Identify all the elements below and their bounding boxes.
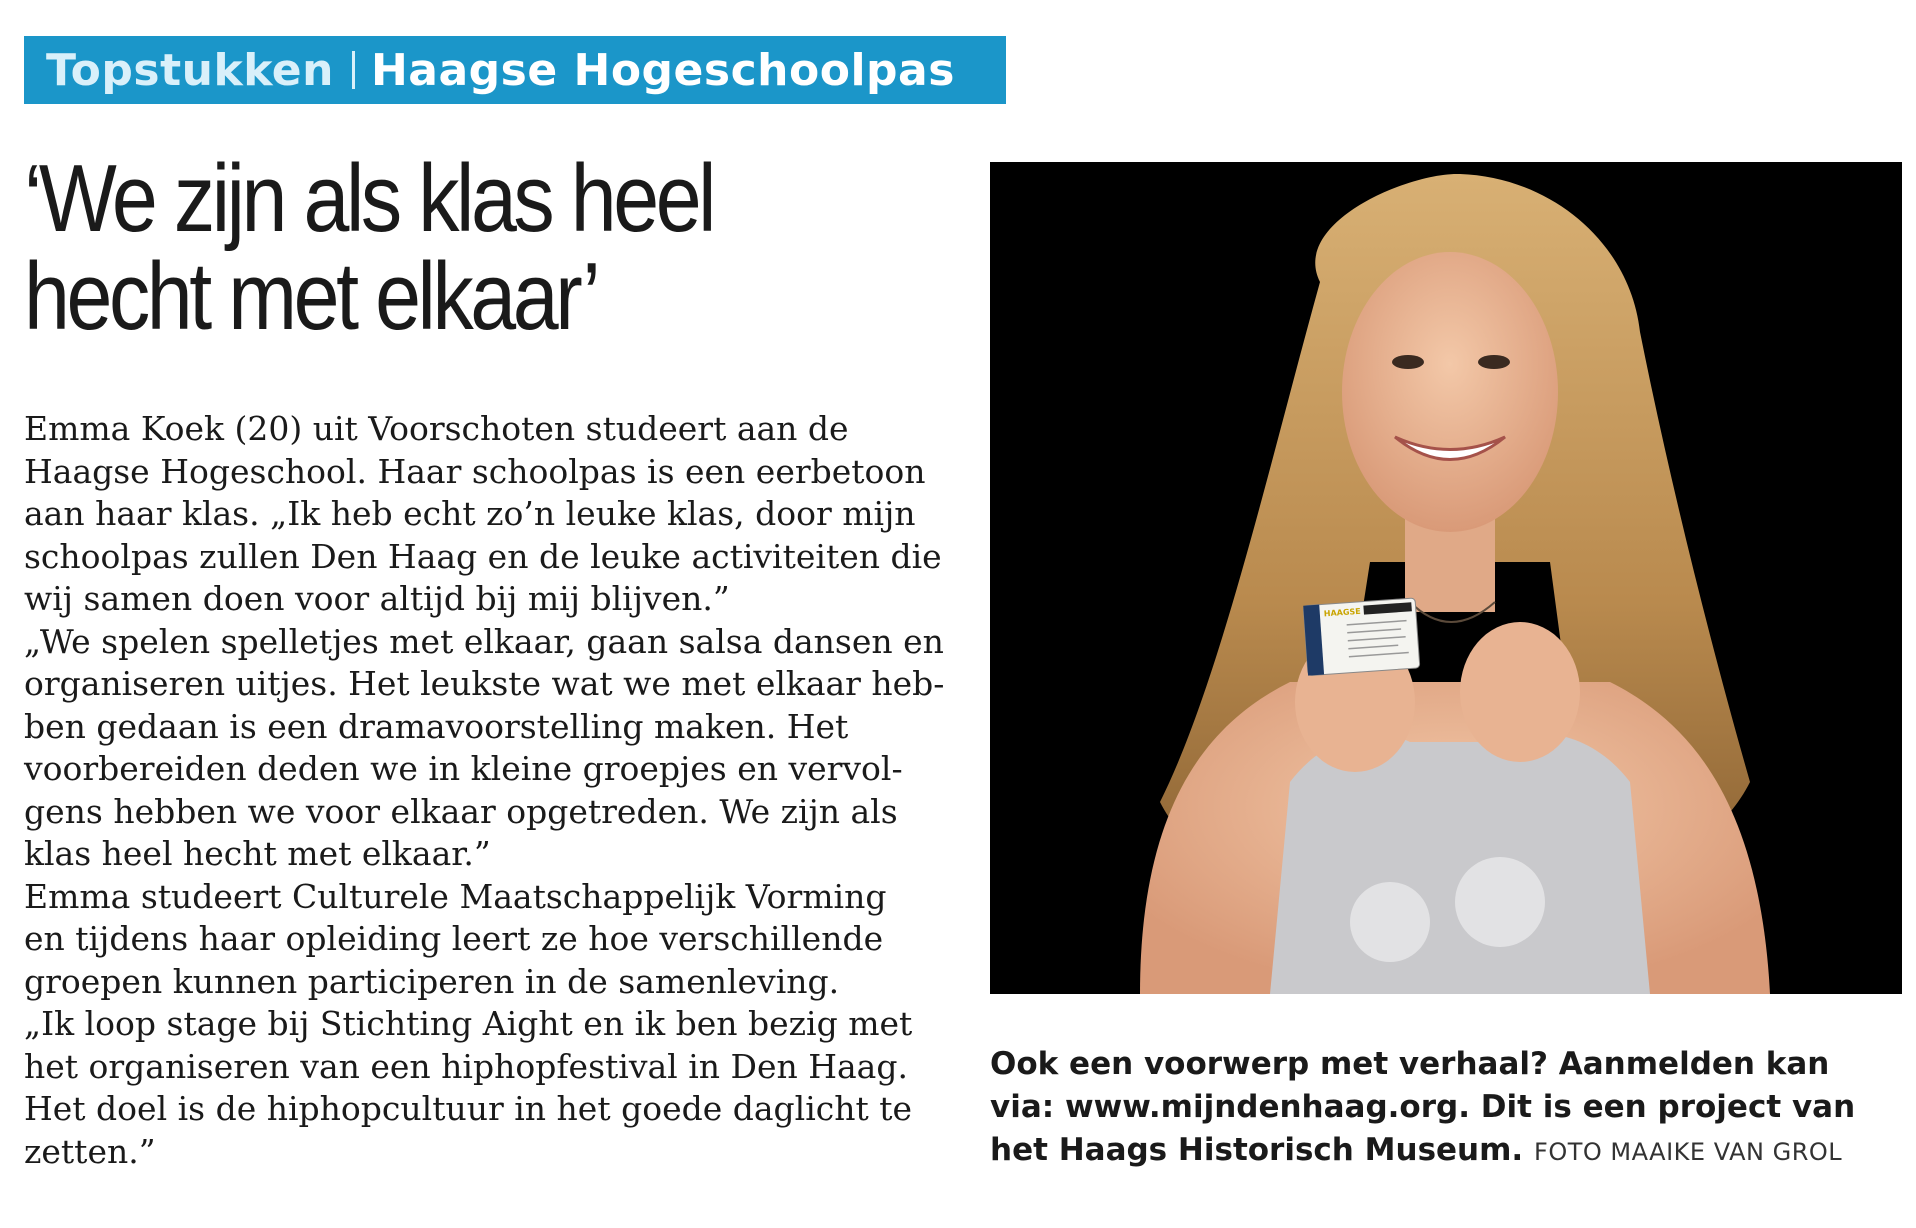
caption-museum: het Haags Historisch Museum. bbox=[990, 1132, 1524, 1168]
body-line: aan haar klas. „Ik heb echt zo’n leuke klas, door mijn bbox=[24, 494, 916, 533]
eye-right bbox=[1478, 355, 1510, 369]
section-banner bbox=[24, 36, 1006, 104]
shirt-shape bbox=[1270, 734, 1650, 994]
section-label: Topstukken bbox=[46, 44, 334, 96]
body-line: en tijdens haar opleiding leert ze hoe verschillende bbox=[24, 919, 884, 958]
body-line: „Ik loop stage bij Stichting Aight en ik ben bezig met bbox=[24, 1004, 913, 1043]
body-line: het organiseren van een hiphopfestival in Den Haag. bbox=[24, 1046, 908, 1086]
body-line: klas heel hecht met elkaar.” bbox=[24, 834, 491, 873]
body-line: Het doel is de hiphopcultuur in het goede daglicht te bbox=[24, 1089, 913, 1128]
headline bbox=[24, 145, 798, 350]
school-pass-card bbox=[1303, 598, 1420, 676]
body-line: ben gedaan is een dramavoorstelling maken. Het bbox=[24, 706, 849, 746]
headline-line: ‘We zijn als klas heel bbox=[24, 145, 714, 252]
body-line: voorbereiden deden we in kleine groepjes en vervol- bbox=[24, 749, 903, 788]
headline-line: hecht met elkaar’ bbox=[24, 243, 598, 350]
body-line: „We spelen spelletjes met elkaar, gaan salsa dansen en bbox=[24, 621, 944, 661]
caption-line-last bbox=[990, 1129, 1902, 1174]
body-line: organiseren uitjes. Het leukste wat we met elkaar heb- bbox=[24, 664, 945, 703]
body-line: zetten.” bbox=[24, 1131, 156, 1171]
portrait-photo bbox=[990, 162, 1902, 994]
caption-line: Ook een voorwerp met verhaal? Aanmelden kan bbox=[990, 1046, 1830, 1082]
photo-caption bbox=[990, 1043, 1902, 1174]
shirt-flower bbox=[1455, 857, 1545, 947]
face-shape bbox=[1342, 252, 1558, 532]
banner-divider bbox=[352, 51, 355, 89]
photo-credit: FOTO MAAIKE VAN GROL bbox=[1534, 1138, 1843, 1166]
caption-line: via: www.mijndenhaag.org. Dit is een project van bbox=[990, 1089, 1856, 1125]
hand-right bbox=[1460, 622, 1580, 762]
eye-left bbox=[1392, 355, 1424, 369]
body-line: Emma studeert Culturele Maatschappelijk Vorming bbox=[24, 876, 887, 916]
portrait-illustration bbox=[990, 162, 1902, 994]
body-line: Emma Koek (20) uit Voorschoten studeert aan de bbox=[24, 409, 849, 448]
topic-label: Haagse Hogeschoolpas bbox=[370, 44, 955, 96]
body-line: groepen kunnen participeren in de samenleving. bbox=[24, 961, 840, 1001]
body-line: wij samen doen voor altijd bij mij blijven.” bbox=[24, 579, 730, 618]
article-body bbox=[24, 408, 944, 1173]
body-line: Haagse Hogeschool. Haar schoolpas is een eerbetoon bbox=[24, 451, 926, 491]
body-line: schoolpas zullen Den Haag en de leuke activiteiten die bbox=[24, 536, 942, 576]
card-brand: HAAGSE bbox=[1323, 606, 1361, 619]
body-line: gens hebben we voor elkaar opgetreden. We zijn als bbox=[24, 791, 898, 831]
shirt-flower bbox=[1350, 882, 1430, 962]
